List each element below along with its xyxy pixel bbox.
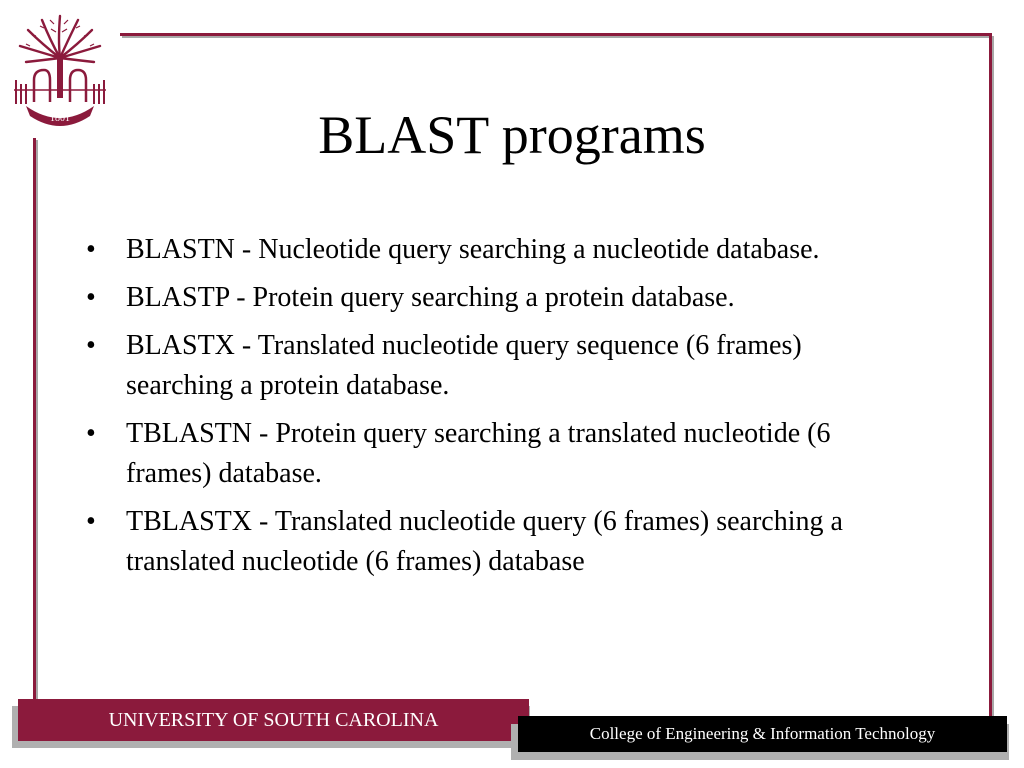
frame-top-line bbox=[120, 33, 992, 36]
college-banner: College of Engineering & Information Technology bbox=[518, 716, 1007, 752]
bullet-dot: • bbox=[86, 282, 96, 313]
bullet-text: BLASTX - Translated nucleotide query sequence (6 frames) searching a protein database. bbox=[126, 330, 802, 401]
bullet-text: BLASTP - Protein query searching a protein database. bbox=[126, 282, 735, 313]
bullet-dot: • bbox=[86, 418, 96, 449]
svg-text:1801: 1801 bbox=[50, 113, 70, 124]
bullet-text: TBLASTX - Translated nucleotide query (6 frames) searching a translated nucleotide (6 frames) database bbox=[126, 506, 843, 577]
bullet-dot: • bbox=[86, 330, 96, 361]
frame-left-line bbox=[33, 138, 36, 700]
bullet-text: TBLASTN - Protein query searching a translated nucleotide (6 frames) database. bbox=[126, 418, 831, 489]
frame-top-shadow bbox=[122, 36, 994, 38]
bullet-dot: • bbox=[86, 506, 96, 537]
frame-left-shadow bbox=[36, 140, 38, 700]
university-banner: UNIVERSITY OF SOUTH CAROLINA bbox=[18, 699, 529, 741]
bullet-item bbox=[84, 278, 904, 318]
bullet-item bbox=[84, 326, 904, 406]
bullet-list bbox=[84, 230, 904, 590]
bullet-item bbox=[84, 230, 904, 270]
bullet-text: BLASTN - Nucleotide query searching a nucleotide database. bbox=[126, 234, 820, 265]
bullet-item bbox=[84, 502, 904, 582]
slide-title: BLAST programs bbox=[318, 105, 706, 165]
bullet-item bbox=[84, 414, 904, 494]
bullet-dot: • bbox=[86, 234, 96, 265]
